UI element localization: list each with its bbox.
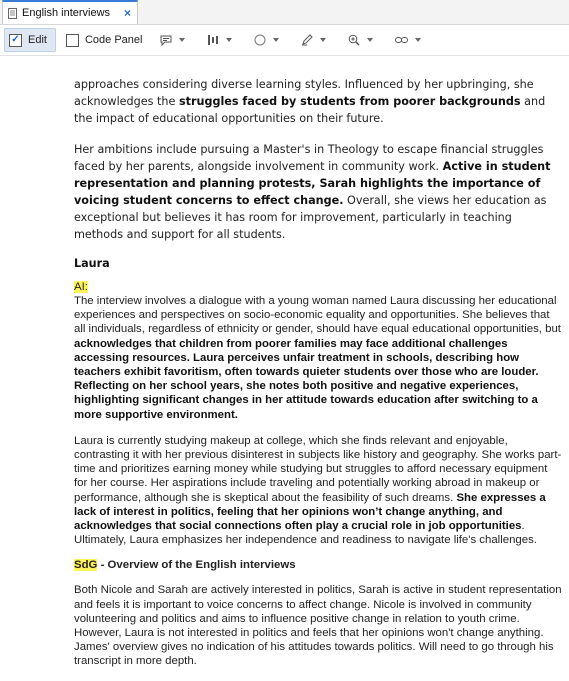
laura-heading: Laura	[74, 257, 110, 270]
chevron-down-icon	[415, 38, 421, 42]
paragraph-overview: Both Nicole and Sarah are actively interested in politics, Sarah is active in student representation and feels it is important to voice concerns to affect change. Nicole is involved in community volunteering and politics and aims to influence positive change in relation to youth crime. However, Laura is not interested in politics and feels that her opinions won't change anything. James' overview gives no indication of his attitudes towards politics. Will need to go through his transcript in more depth.	[74, 584, 562, 668]
code-panel-toggle[interactable]	[66, 34, 143, 47]
tab-english-interviews[interactable]	[2, 0, 138, 24]
chevron-down-icon	[367, 38, 373, 42]
text-run: The interview involves a dialogue with a young woman named Laura discussing her educational experiences and perspectives on socio-economic equality and opportunities. She believes that all individuals, regardless of ethnicity or gender, should have equal educational opportunities, but	[74, 295, 561, 336]
sdg-heading-text: - Overview of the English interviews	[97, 559, 296, 572]
pen-icon	[301, 34, 313, 46]
zoom-icon	[348, 34, 360, 46]
bars-icon	[207, 34, 219, 46]
paragraph-laura-2	[74, 434, 562, 548]
chevron-down-icon	[320, 38, 326, 42]
bold-run: She expresses a lack of interest in politics, feeling that her opinions won’t change anything, and acknowledges that social connections often play a crucial role in job opportunities	[74, 491, 546, 533]
ai-highlight: AI:	[74, 281, 88, 293]
pen-tool-button[interactable]	[301, 34, 326, 46]
text-run: and the impact of educational opportunities on their future.	[74, 95, 546, 125]
sdg-highlight: SdG	[74, 559, 98, 572]
text-run: . Ultimately, Laura emphasizes her independence and readiness to navigate life's challenges.	[74, 520, 537, 547]
sdg-heading	[74, 559, 562, 571]
chevron-down-icon	[179, 38, 185, 42]
edit-checkbox-icon[interactable]: ✓	[9, 34, 22, 47]
paragraph-sarah-1	[74, 76, 562, 127]
link-tool-button[interactable]	[395, 36, 421, 44]
text-run: Her ambitions include pursuing a Master's in Theology to escape financial struggles faced by her parents, alongside involvement in community work.	[74, 143, 544, 173]
chevron-down-icon	[226, 38, 232, 42]
bold-run: Active in student representation and planning protests, Sarah highlights the importance of voicing student concerns to effect change.	[74, 160, 551, 207]
text-run: approaches considering diverse learning styles. Influenced by her upbringing, she acknowledges the	[74, 78, 534, 108]
close-icon[interactable]: ×	[124, 6, 132, 20]
shape-tool-button[interactable]	[254, 34, 279, 46]
code-panel-label: Code Panel	[84, 34, 143, 46]
edit-label: Edit	[28, 34, 47, 46]
link-icon	[395, 36, 408, 44]
chevron-down-icon	[273, 38, 279, 42]
bold-run: acknowledges that children from poorer families may face additional challenges accessing resources. Laura perceives unfair treatment in schools, describing how teachers exhibit favoritism, often towards quieter students over those who are louder. Reflecting on her school years, she notes both positive and negative experiences, highlighting significant changes in her attitude towards education after switching to a more supportive environment.	[74, 337, 539, 421]
comment-tool-button[interactable]	[160, 35, 185, 46]
zoom-tool-button[interactable]	[348, 34, 373, 46]
paragraph-sarah-2	[74, 141, 562, 243]
document-body	[74, 76, 562, 681]
tab-title: English interviews	[22, 7, 111, 19]
edit-toggle[interactable]	[4, 28, 56, 52]
bars-tool-button[interactable]	[207, 34, 232, 46]
circle-icon	[254, 34, 266, 46]
tab-bar	[0, 0, 569, 25]
paragraph-laura-1	[74, 294, 562, 422]
code-panel-checkbox-icon[interactable]	[66, 34, 79, 47]
ai-label	[74, 280, 562, 294]
comment-icon	[160, 35, 172, 46]
toolbar	[0, 25, 569, 56]
bold-run: struggles faced by students from poorer backgrounds	[178, 95, 521, 108]
document-icon	[7, 8, 18, 19]
text-run: Laura is currently studying makeup at college, which she finds relevant and enjoyable, contrasting it with her previous disinterest in subjects like history and geography. She works part-time and prioritizes earning money while studying but struggles to afford necessary equipment for her course. Her aspirations include traveling and potentially working abroad in makeup or performance, although she is skeptical about the feasibility of such dreams.	[74, 434, 562, 504]
text-run: Overall, she views her education as exceptional but believes it has room for improvement, particularly in teaching methods and support for all students.	[74, 194, 547, 241]
